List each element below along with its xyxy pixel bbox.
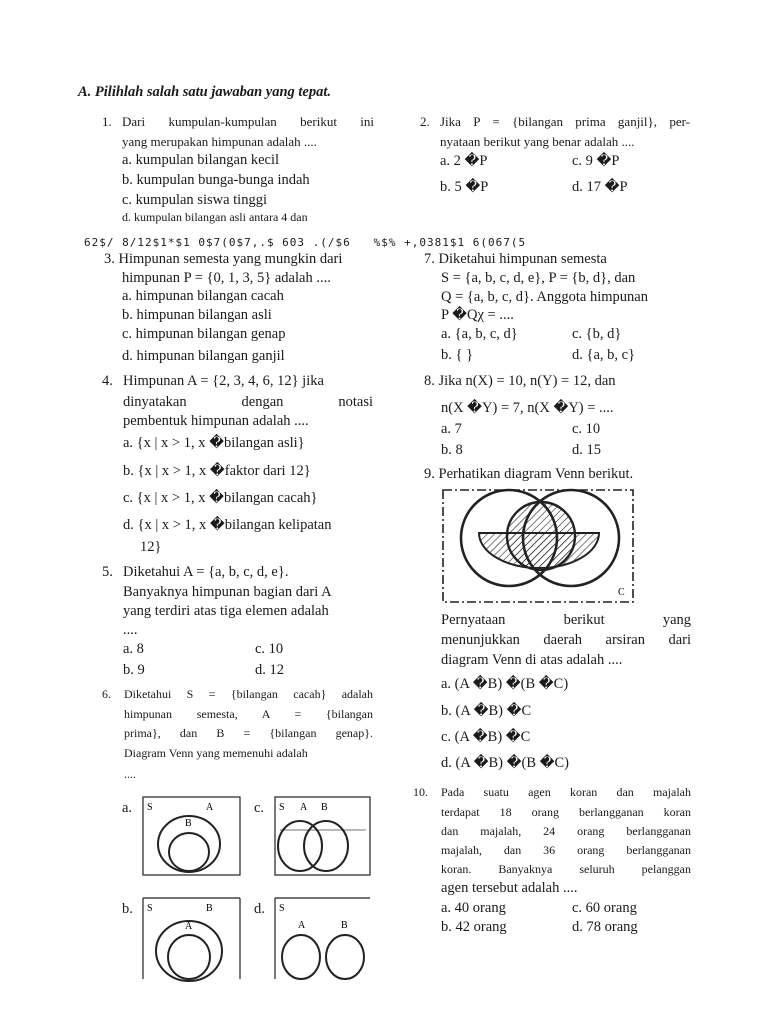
option-c: c. {b, d} xyxy=(572,326,622,342)
option-b: b. 9 xyxy=(123,662,145,678)
venn-diagram-c xyxy=(274,796,372,878)
label-s: S xyxy=(147,903,153,914)
option-c-label: c. xyxy=(254,800,265,816)
option-b-label: b. xyxy=(122,901,133,917)
question-text: 8. Jika n(X) = 10, n(Y) = 12, dan xyxy=(424,373,616,389)
label-b: B xyxy=(321,802,328,813)
label-a: A xyxy=(206,802,214,813)
section-title: A. Pilihlah salah satu jawaban yang tepat. xyxy=(78,84,331,100)
venn-diagram-b xyxy=(142,897,242,981)
option-d-label: d. xyxy=(254,901,265,917)
option-c: c. 10 xyxy=(255,641,284,657)
question-number: 2. xyxy=(420,114,430,129)
question-text: majalah, dan 36 orang berlangganan xyxy=(441,843,691,857)
question-text: terdapat 18 orang berlangganan koran xyxy=(441,805,691,819)
option-c: c. {x | x > 1, x �bilangan cacah} xyxy=(123,490,318,506)
question-text: Pada suatu agen koran dan majalah xyxy=(441,785,691,799)
question-text: n(X �Y) = 7, n(X �Y) = .... xyxy=(441,400,614,416)
question-text: pembentuk himpunan adalah .... xyxy=(123,413,309,429)
question-number: 6. xyxy=(102,687,111,701)
venn-diagram-shaded xyxy=(441,488,637,606)
option-c: c. 60 orang xyxy=(572,900,637,916)
label-a: A xyxy=(300,802,308,813)
option-a-label: a. xyxy=(122,800,133,816)
label-a: A xyxy=(298,920,306,931)
question-text: 7. Diketahui himpunan semesta xyxy=(424,251,607,267)
option-c: c. kumpulan siswa tinggi xyxy=(122,192,267,208)
option-c: c. 10 xyxy=(572,421,601,437)
question-text: S = {a, b, c, d, e}, P = {b, d}, dan xyxy=(441,270,636,286)
question-number: 1. xyxy=(102,114,112,129)
question-text: koran. Banyaknya seluruh pelanggan xyxy=(441,862,691,876)
option-a: a. 7 xyxy=(441,421,462,437)
question-text: Himpunan A = {2, 3, 4, 6, 12} jika xyxy=(123,373,324,389)
venn-diagram-d xyxy=(274,897,372,981)
question-text: Diketahui A = {a, b, c, d, e}. xyxy=(123,564,289,580)
label-s: S xyxy=(279,802,285,813)
question-text: agen tersebut adalah .... xyxy=(441,880,578,896)
label-s: S xyxy=(279,903,285,914)
question-text: yang merupakan himpunan adalah .... xyxy=(122,134,317,149)
option-d: d. 15 xyxy=(572,442,601,458)
label-a: A xyxy=(185,921,193,932)
question-text: himpunan P = {0, 1, 3, 5} adalah .... xyxy=(122,270,331,286)
question-text: .... xyxy=(124,767,136,781)
option-d: d. 17 �P xyxy=(572,179,628,195)
option-b: b. himpunan bilangan asli xyxy=(122,307,272,323)
question-number: 5. xyxy=(102,564,113,580)
question-text: Diketahui S = {bilangan cacah} adalah xyxy=(124,687,373,701)
question-text: diagram Venn di atas adalah .... xyxy=(441,652,623,668)
question-text: Q = {a, b, c, d}. Anggota himpunan xyxy=(441,289,648,305)
option-a: a. 40 orang xyxy=(441,900,506,916)
garbled-text-line: 62$/ 8/12$1*$1 0$7(0$7,.$ 603 .(/$6 %$% +,0381$1 6(067(5 xyxy=(84,236,527,249)
option-d: d. himpunan bilangan ganjil xyxy=(122,348,285,364)
option-b: b. 5 �P xyxy=(440,179,489,195)
label-b: B xyxy=(206,903,213,914)
option-d: d. 12 xyxy=(255,662,284,678)
option-a: a. 2 �P xyxy=(440,153,488,169)
option-a: a. 8 xyxy=(123,641,144,657)
option-d: d. {x | x > 1, x �bilangan kelipatan xyxy=(123,517,332,533)
question-text: 3. Himpunan semesta yang mungkin dari xyxy=(104,251,343,267)
label-b: B xyxy=(341,920,348,931)
option-b: b. 42 orang xyxy=(441,919,507,935)
question-text: Banyaknya himpunan bagian dari A xyxy=(123,584,332,600)
question-text: .... xyxy=(123,622,138,638)
option-b: b. { } xyxy=(441,347,474,363)
question-text: menunjukkan daerah arsiran dari xyxy=(441,632,691,648)
question-text: Pernyataan berikut yang xyxy=(441,612,691,628)
question-text: himpunan semesta, A = {bilangan xyxy=(124,707,373,721)
option-b: b. (A �B) �C xyxy=(441,703,532,719)
option-b: b. 8 xyxy=(441,442,463,458)
label-s: S xyxy=(147,802,153,813)
question-number: 4. xyxy=(102,373,113,389)
option-b: b. kumpulan bunga-bunga indah xyxy=(122,172,310,188)
label-b: B xyxy=(185,818,192,829)
option-a: a. {a, b, c, d} xyxy=(441,326,518,342)
question-text: Diagram Venn yang memenuhi adalah xyxy=(124,746,308,760)
option-d: d. 78 orang xyxy=(572,919,638,935)
option-a: a. (A �B) �(B �C) xyxy=(441,676,569,692)
option-a: a. kumpulan bilangan kecil xyxy=(122,152,280,168)
question-text: 9. Perhatikan diagram Venn berikut. xyxy=(424,466,634,482)
question-text: Dari kumpulan-kumpulan berikut ini xyxy=(122,114,374,129)
option-a: a. himpunan bilangan cacah xyxy=(122,288,284,304)
option-c: c. 9 �P xyxy=(572,153,620,169)
question-text: Jika P = {bilangan prima ganjil}, per- xyxy=(440,114,690,129)
label-c: C xyxy=(618,587,625,598)
question-text: prima}, dan B = {bilangan genap}. xyxy=(124,726,373,740)
question-text: P �Qχ = .... xyxy=(441,307,514,323)
question-text: dinyatakan dengan notasi xyxy=(123,394,373,410)
option-d: d. kumpulan bilangan asli antara 4 dan xyxy=(122,210,308,224)
option-c: c. himpunan bilangan genap xyxy=(122,326,286,342)
option-d: d. {a, b, c} xyxy=(572,347,636,363)
option-d-continued: 12} xyxy=(140,539,162,555)
venn-diagram-a xyxy=(142,796,242,878)
question-text: dan majalah, 24 orang berlangganan xyxy=(441,824,691,838)
option-c: c. (A �B) �C xyxy=(441,729,531,745)
question-number: 10. xyxy=(413,785,428,799)
question-text: nyataan berikut yang benar adalah .... xyxy=(440,134,635,149)
question-text: yang terdiri atas tiga elemen adalah xyxy=(123,603,329,619)
option-a: a. {x | x > 1, x �bilangan asli} xyxy=(123,435,305,451)
option-b: b. {x | x > 1, x �faktor dari 12} xyxy=(123,463,311,479)
option-d: d. (A �B) �(B �C) xyxy=(441,755,569,771)
